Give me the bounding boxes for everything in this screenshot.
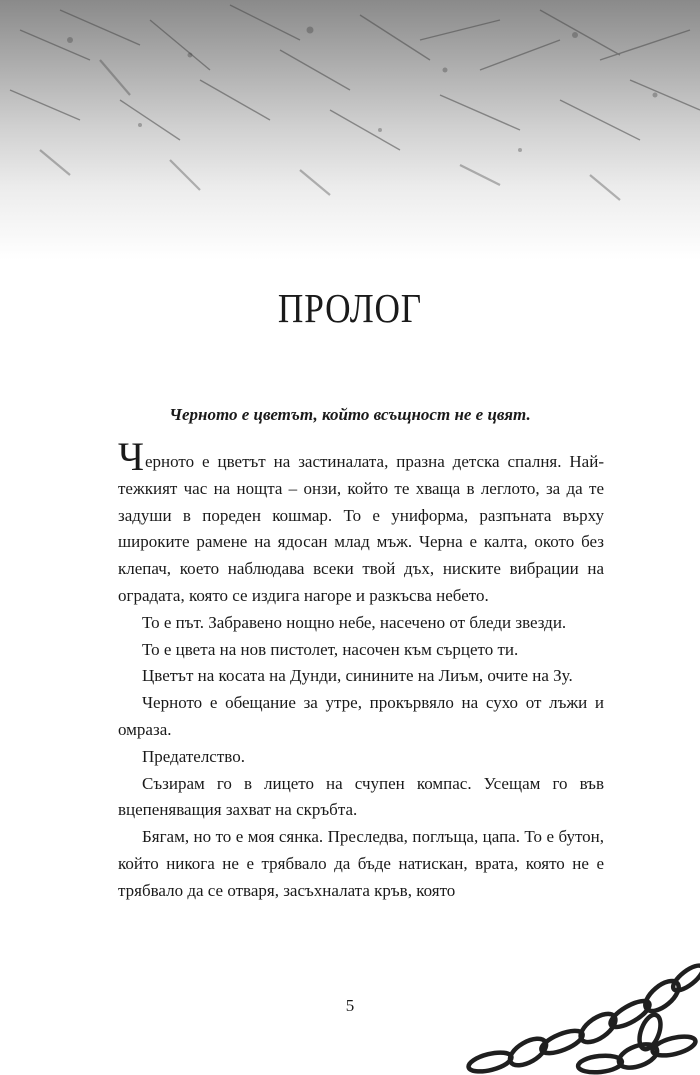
- paragraph: Черното е обещание за утре, прокървяло на сухо от лъжи и омраза.: [118, 693, 604, 739]
- chapter-title: ПРОЛОГ: [277, 285, 423, 331]
- epigraph: Черното е цветът, който всъщност не е цвят.: [169, 405, 531, 424]
- grunge-header-texture: [0, 0, 700, 260]
- paragraph: Съзирам го в лицето на счупен компас. Усещам го във вцепеняващия захват на скръбта.: [118, 773, 604, 820]
- paragraph: То е път. Забравено нощно небе, насечено от бледи звезди.: [142, 612, 567, 632]
- paragraph: Предателство.: [142, 746, 245, 766]
- paragraph: Бягам, но то е моя сянка. Преследва, поглъща, цапа. То е бутон, който никога не е трябвало да бъде натискан, врата, която не е трябвало да се отваря, засъхналата кръв, която: [118, 827, 604, 900]
- page-number: 5: [345, 996, 355, 1015]
- body-text: [118, 434, 604, 905]
- scratch-texture: [0, 0, 700, 260]
- paragraph: То е цвета на нов пистолет, насочен към сърцето ти.: [142, 639, 519, 659]
- paragraph: [118, 434, 604, 610]
- chain-illustration: [450, 960, 700, 1075]
- paragraph-text: ерното е цветът на застиналата, празна детска спалня. Най-тежкият час на нощта – онзи, който те хваща в леглото, за да те задуши в пореден кошмар. То е униформа, разпъната върху широките рамене на ядосан млад мъж. Черна е калта, окото без клепач, което наблюдава всеки твой дъх, ниските вибрации на оградата, която се издига нагоре и разкъсва небето.: [118, 452, 604, 605]
- paragraph: Цветът на косата на Дунди, синините на Лиъм, очите на Зу.: [142, 666, 573, 686]
- drop-cap: Ч: [118, 434, 144, 479]
